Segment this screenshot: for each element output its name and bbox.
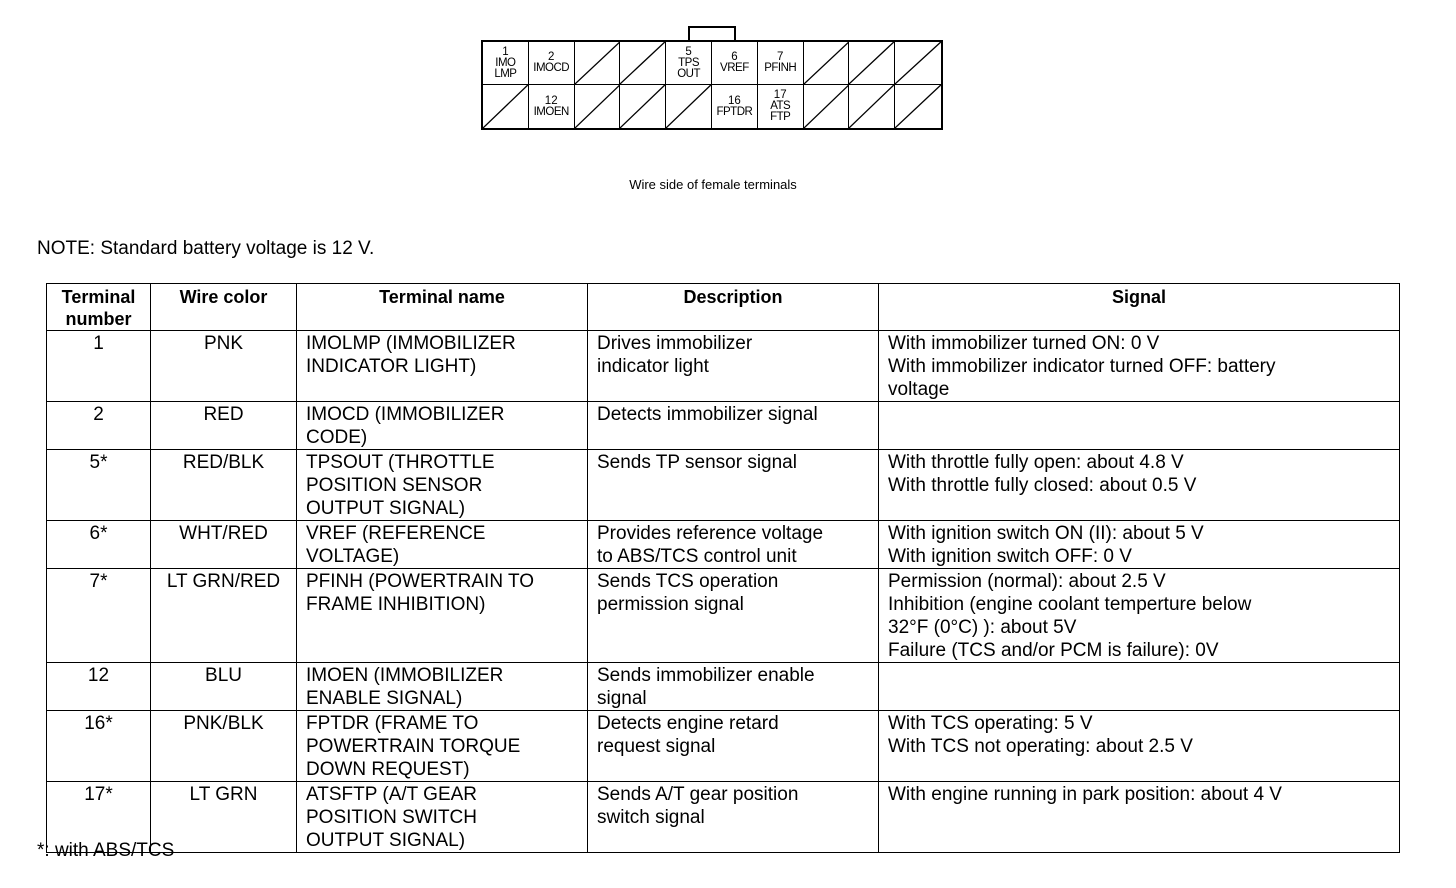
connector-pin — [758, 85, 804, 128]
cell-terminal-number: 12 — [47, 663, 151, 711]
cell-terminal-name: VREF (REFERENCE VOLTAGE) — [297, 521, 588, 569]
table-row — [47, 711, 1400, 782]
unused-pin-slash — [620, 85, 665, 128]
cell-terminal-number: 16* — [47, 711, 151, 782]
cell-signal — [879, 663, 1400, 711]
cell-terminal-name: IMOCD (IMMOBILIZER CODE) — [297, 402, 588, 450]
connector-caption: Wire side of female terminals — [629, 177, 797, 192]
connector-pin-empty — [575, 85, 621, 128]
cell-terminal-name: ATSFTP (A/T GEAR POSITION SWITCH OUTPUT SIGNAL) — [297, 782, 588, 853]
cell-wire-color: LT GRN/RED — [151, 569, 297, 663]
pin-name: TPS OUT — [677, 56, 700, 80]
unused-pin-slash — [849, 42, 894, 84]
cell-wire-color: LT GRN — [151, 782, 297, 853]
connector-pin-empty — [575, 42, 621, 85]
pin-number: 7 — [776, 51, 784, 63]
cell-signal — [879, 402, 1400, 450]
header-terminal-number: Terminal number — [47, 284, 151, 331]
pin-number: 16 — [727, 94, 741, 107]
cell-description: Sends immobilizer enable signal — [588, 663, 879, 711]
pin-name: IMOCD — [533, 62, 570, 74]
cell-terminal-name: IMOLMP (IMMOBILIZER INDICATOR LIGHT) — [297, 331, 588, 402]
cell-terminal-name: PFINH (POWERTRAIN TO FRAME INHIBITION) — [297, 569, 588, 663]
cell-signal: With throttle fully open: about 4.8 V With throttle fully closed: about 0.5 V — [879, 450, 1400, 521]
cell-wire-color: WHT/RED — [151, 521, 297, 569]
connector-diagram — [481, 26, 943, 130]
cell-terminal-number: 17* — [47, 782, 151, 853]
cell-description: Sends TP sensor signal — [588, 450, 879, 521]
connector-pin-empty — [849, 85, 895, 128]
pin-number: 6 — [731, 51, 738, 63]
connector-pin — [712, 42, 758, 85]
cell-description: Drives immobilizer indicator light — [588, 331, 879, 402]
pin-number: 1 — [502, 45, 509, 58]
connector-pin-empty — [895, 42, 941, 85]
cell-terminal-name: TPSOUT (THROTTLE POSITION SENSOR OUTPUT SIGNAL) — [297, 450, 588, 521]
table-row — [47, 450, 1400, 521]
table-row — [47, 782, 1400, 853]
cell-terminal-number: 2 — [47, 402, 151, 450]
cell-terminal-name: IMOEN (IMMOBILIZER ENABLE SIGNAL) — [297, 663, 588, 711]
cell-signal: Permission (normal): about 2.5 V Inhibition (engine coolant temperture below 32°F (0°C) ): about 5V Failure (TCS and/or PCM is failure): 0V — [879, 569, 1400, 663]
cell-wire-color: BLU — [151, 663, 297, 711]
unused-pin-slash — [895, 42, 941, 84]
battery-voltage-note: NOTE: Standard battery voltage is 12 V. — [37, 238, 375, 259]
unused-pin-slash — [804, 85, 849, 128]
connector-pin-empty — [620, 85, 666, 128]
pin-name: ATS FTP — [770, 100, 791, 123]
connector-pin-empty — [620, 42, 666, 85]
connector-pin — [758, 42, 804, 85]
connector-pin-empty — [804, 85, 850, 128]
table-header-row — [47, 284, 1400, 331]
connector-pin — [529, 42, 575, 85]
pin-number: 12 — [544, 94, 558, 107]
cell-wire-color: RED/BLK — [151, 450, 297, 521]
cell-terminal-number: 1 — [47, 331, 151, 402]
cell-terminal-number: 7* — [47, 569, 151, 663]
cell-wire-color: PNK — [151, 331, 297, 402]
pin-number: 17 — [773, 89, 787, 101]
connector-pin — [483, 42, 529, 85]
cell-description: Detects engine retard request signal — [588, 711, 879, 782]
header-description: Description — [588, 284, 879, 331]
table-row — [47, 521, 1400, 569]
pin-number: 2 — [547, 51, 555, 63]
unused-pin-slash — [666, 85, 711, 128]
cell-description: Detects immobilizer signal — [588, 402, 879, 450]
connector-pin — [712, 85, 758, 128]
unused-pin-slash — [575, 85, 620, 128]
terminal-table — [46, 283, 1400, 853]
table-row — [47, 663, 1400, 711]
pin-number: 5 — [685, 45, 692, 58]
table-row — [47, 402, 1400, 450]
unused-pin-slash — [483, 85, 528, 128]
connector-pin-empty — [804, 42, 850, 85]
cell-signal: With ignition switch ON (II): about 5 V With ignition switch OFF: 0 V — [879, 521, 1400, 569]
header-signal: Signal — [879, 284, 1400, 331]
connector-pin — [666, 42, 712, 85]
footnote: *: with ABS/TCS — [37, 840, 175, 861]
connector-pin-empty — [849, 42, 895, 85]
unused-pin-slash — [804, 42, 849, 84]
connector-pin-empty — [666, 85, 712, 128]
unused-pin-slash — [620, 42, 665, 84]
pin-name: FPTDR — [716, 105, 753, 118]
connector-pin-empty — [483, 85, 529, 128]
unused-pin-slash — [849, 85, 894, 128]
unused-pin-slash — [895, 85, 941, 128]
pin-name: PFINH — [764, 62, 797, 74]
cell-signal: With engine running in park position: about 4 V — [879, 782, 1400, 853]
pin-name: IMOEN — [533, 105, 569, 118]
cell-description: Sends TCS operation permission signal — [588, 569, 879, 663]
cell-description: Provides reference voltage to ABS/TCS control unit — [588, 521, 879, 569]
connector-pin-empty — [895, 85, 941, 128]
table-row — [47, 331, 1400, 402]
pin-name: VREF — [720, 62, 749, 74]
connector-lock-tab — [688, 26, 736, 41]
connector-pin-grid — [481, 40, 943, 130]
cell-wire-color: RED — [151, 402, 297, 450]
cell-terminal-number: 6* — [47, 521, 151, 569]
cell-wire-color: PNK/BLK — [151, 711, 297, 782]
table-row — [47, 569, 1400, 663]
cell-signal: With TCS operating: 5 V With TCS not operating: about 2.5 V — [879, 711, 1400, 782]
connector-pin — [529, 85, 575, 128]
cell-description: Sends A/T gear position switch signal — [588, 782, 879, 853]
header-wire-color: Wire color — [151, 284, 297, 331]
pin-name: IMO LMP — [494, 56, 517, 80]
cell-signal: With immobilizer turned ON: 0 V With immobilizer indicator turned OFF: battery voltage — [879, 331, 1400, 402]
cell-terminal-number: 5* — [47, 450, 151, 521]
unused-pin-slash — [575, 42, 620, 84]
cell-terminal-name: FPTDR (FRAME TO POWERTRAIN TORQUE DOWN REQUEST) — [297, 711, 588, 782]
header-terminal-name: Terminal name — [297, 284, 588, 331]
